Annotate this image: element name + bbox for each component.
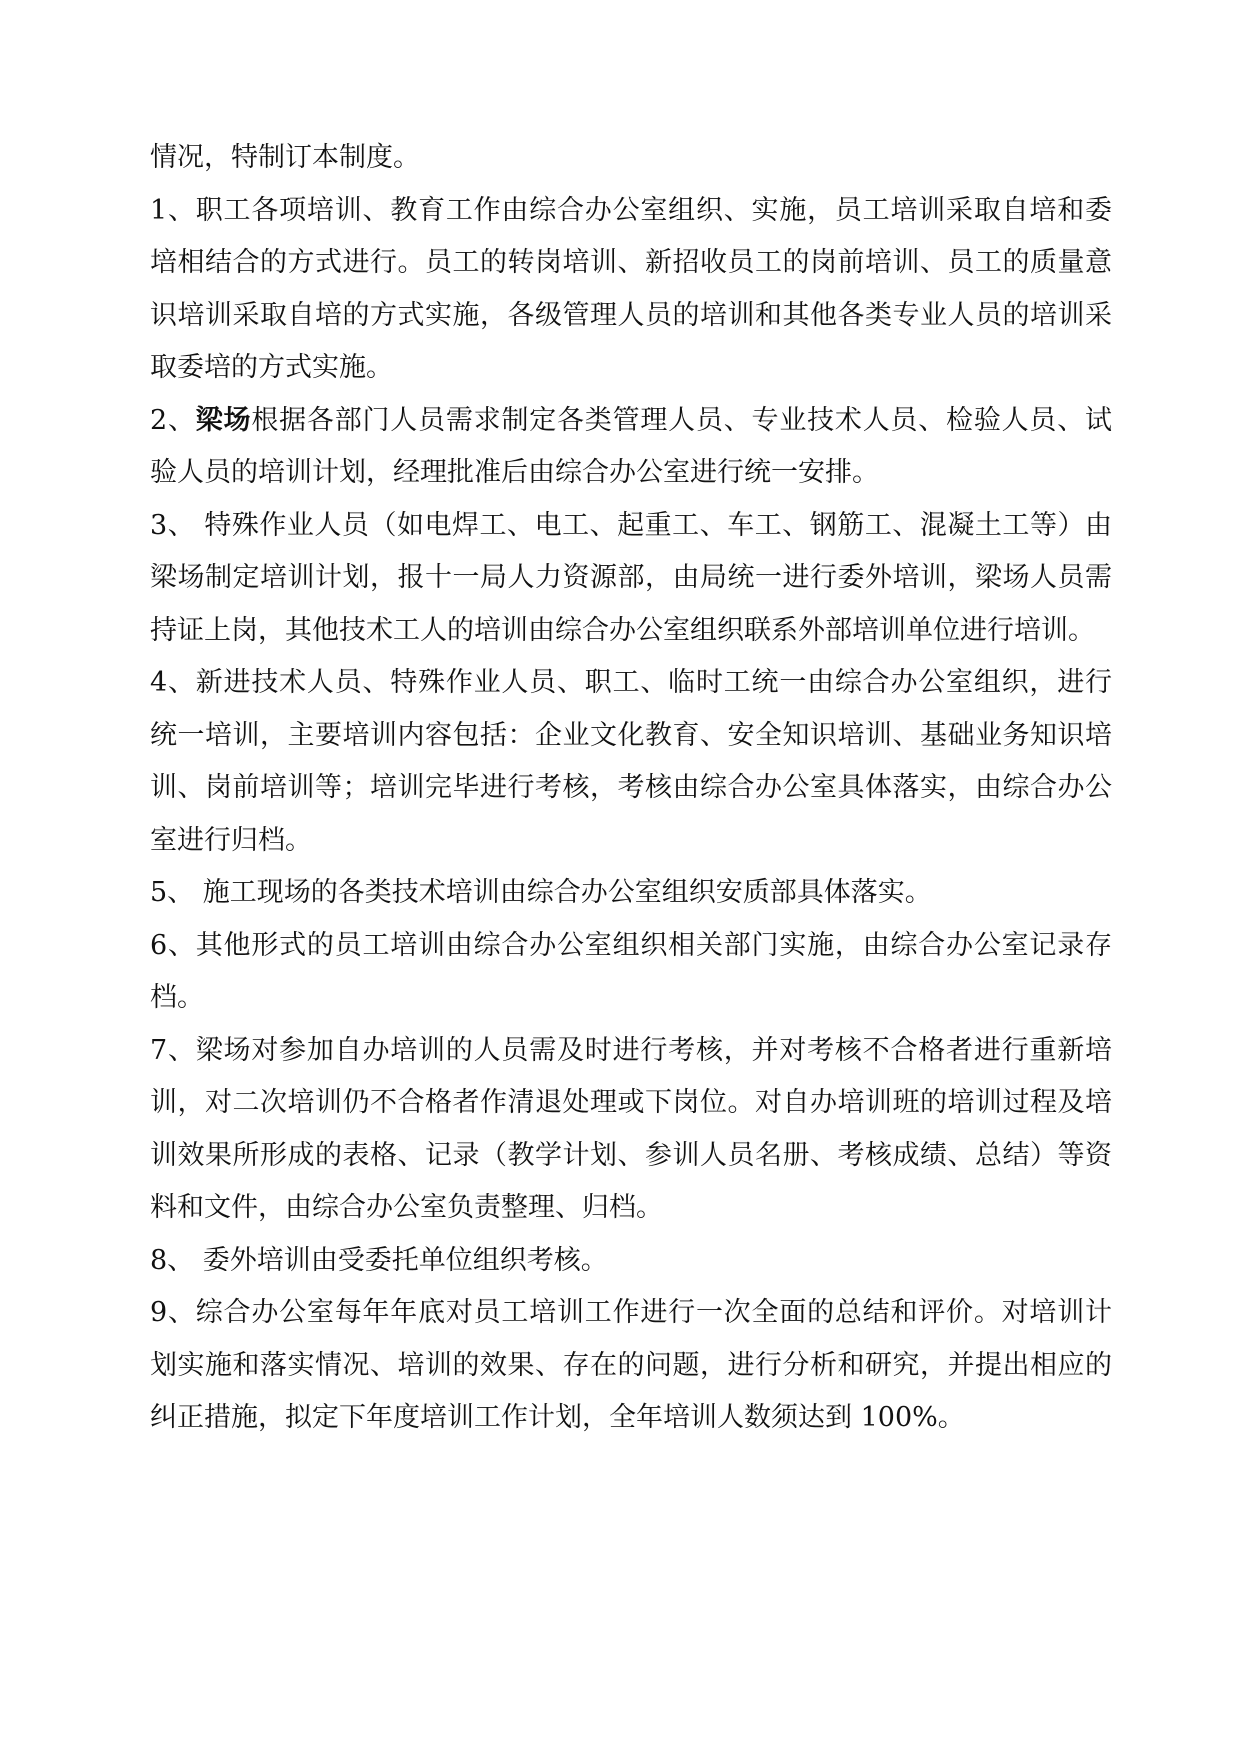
paragraph-item-1: 1、职工各项培训、教育工作由综合办公室组织、实施，员工培训采取自培和委培相结合的方式进行。员工的转岗培训、新招收员工的岗前培训、员工的质量意识培训采取自培的方式实施，各级管理人员的培训和其他各类专业人员的培训采取委培的方式实施。	[150, 194, 1112, 383]
paragraph-intro: 情况，特制订本制度。	[150, 142, 420, 173]
paragraph-item-7: 7、梁场对参加自办培训的人员需及时进行考核，并对考核不合格者进行重新培训，对二次培训仍不合格者作清退处理或下岗位。对自办培训班的培训过程及培训效果所形成的表格、记录（教学计划、参训人员名册、考核成绩、总结）等资料和文件，由综合办公室负责整理、归档。	[150, 1034, 1112, 1223]
paragraph-item-2-emphasis: 梁场	[195, 404, 252, 436]
paragraph-item-4: 4、新进技术人员、特殊作业人员、职工、临时工统一由综合办公室组织，进行统一培训，主要培训内容包括：企业文化教育、安全知识培训、基础业务知识培训、岗前培训等；培训完毕进行考核，考核由综合办公室具体落实，由综合办公室进行归档。	[150, 667, 1112, 856]
paragraph-item-3: 3、 特殊作业人员（如电焊工、电工、起重工、车工、钢筋工、混凝土工等）由梁场制定培训计划，报十一局人力资源部，由局统一进行委外培训，梁场人员需持证上岗，其他技术工人的培训由综合办公室组织联系外部培训单位进行培训。	[150, 509, 1112, 646]
paragraph-item-6: 6、其他形式的员工培训由综合办公室组织相关部门实施，由综合办公室记录存档。	[150, 929, 1112, 1013]
paragraph-item-2-text: 根据各部门人员需求制定各类管理人员、专业技术人员、检验人员、试验人员的培训计划，经理批准后由综合办公室进行统一安排。	[150, 404, 1113, 488]
paragraph-item-8: 8、 委外培训由受委托单位组织考核。	[150, 1244, 608, 1276]
document-body	[150, 132, 1112, 1445]
paragraph-item-2	[150, 395, 1112, 500]
paragraph-item-5: 5、 施工现场的各类技术培训由综合办公室组织安质部具体落实。	[150, 877, 932, 908]
paragraph-item-2-number: 2、	[150, 404, 196, 436]
paragraph-item-9: 9、综合办公室每年年底对员工培训工作进行一次全面的总结和评价。对培训计划实施和落实情况、培训的效果、存在的问题，进行分析和研究，并提出相应的纠正措施，拟定下年度培训工作计划，全年培训人数须达到 100%。	[150, 1297, 1112, 1433]
